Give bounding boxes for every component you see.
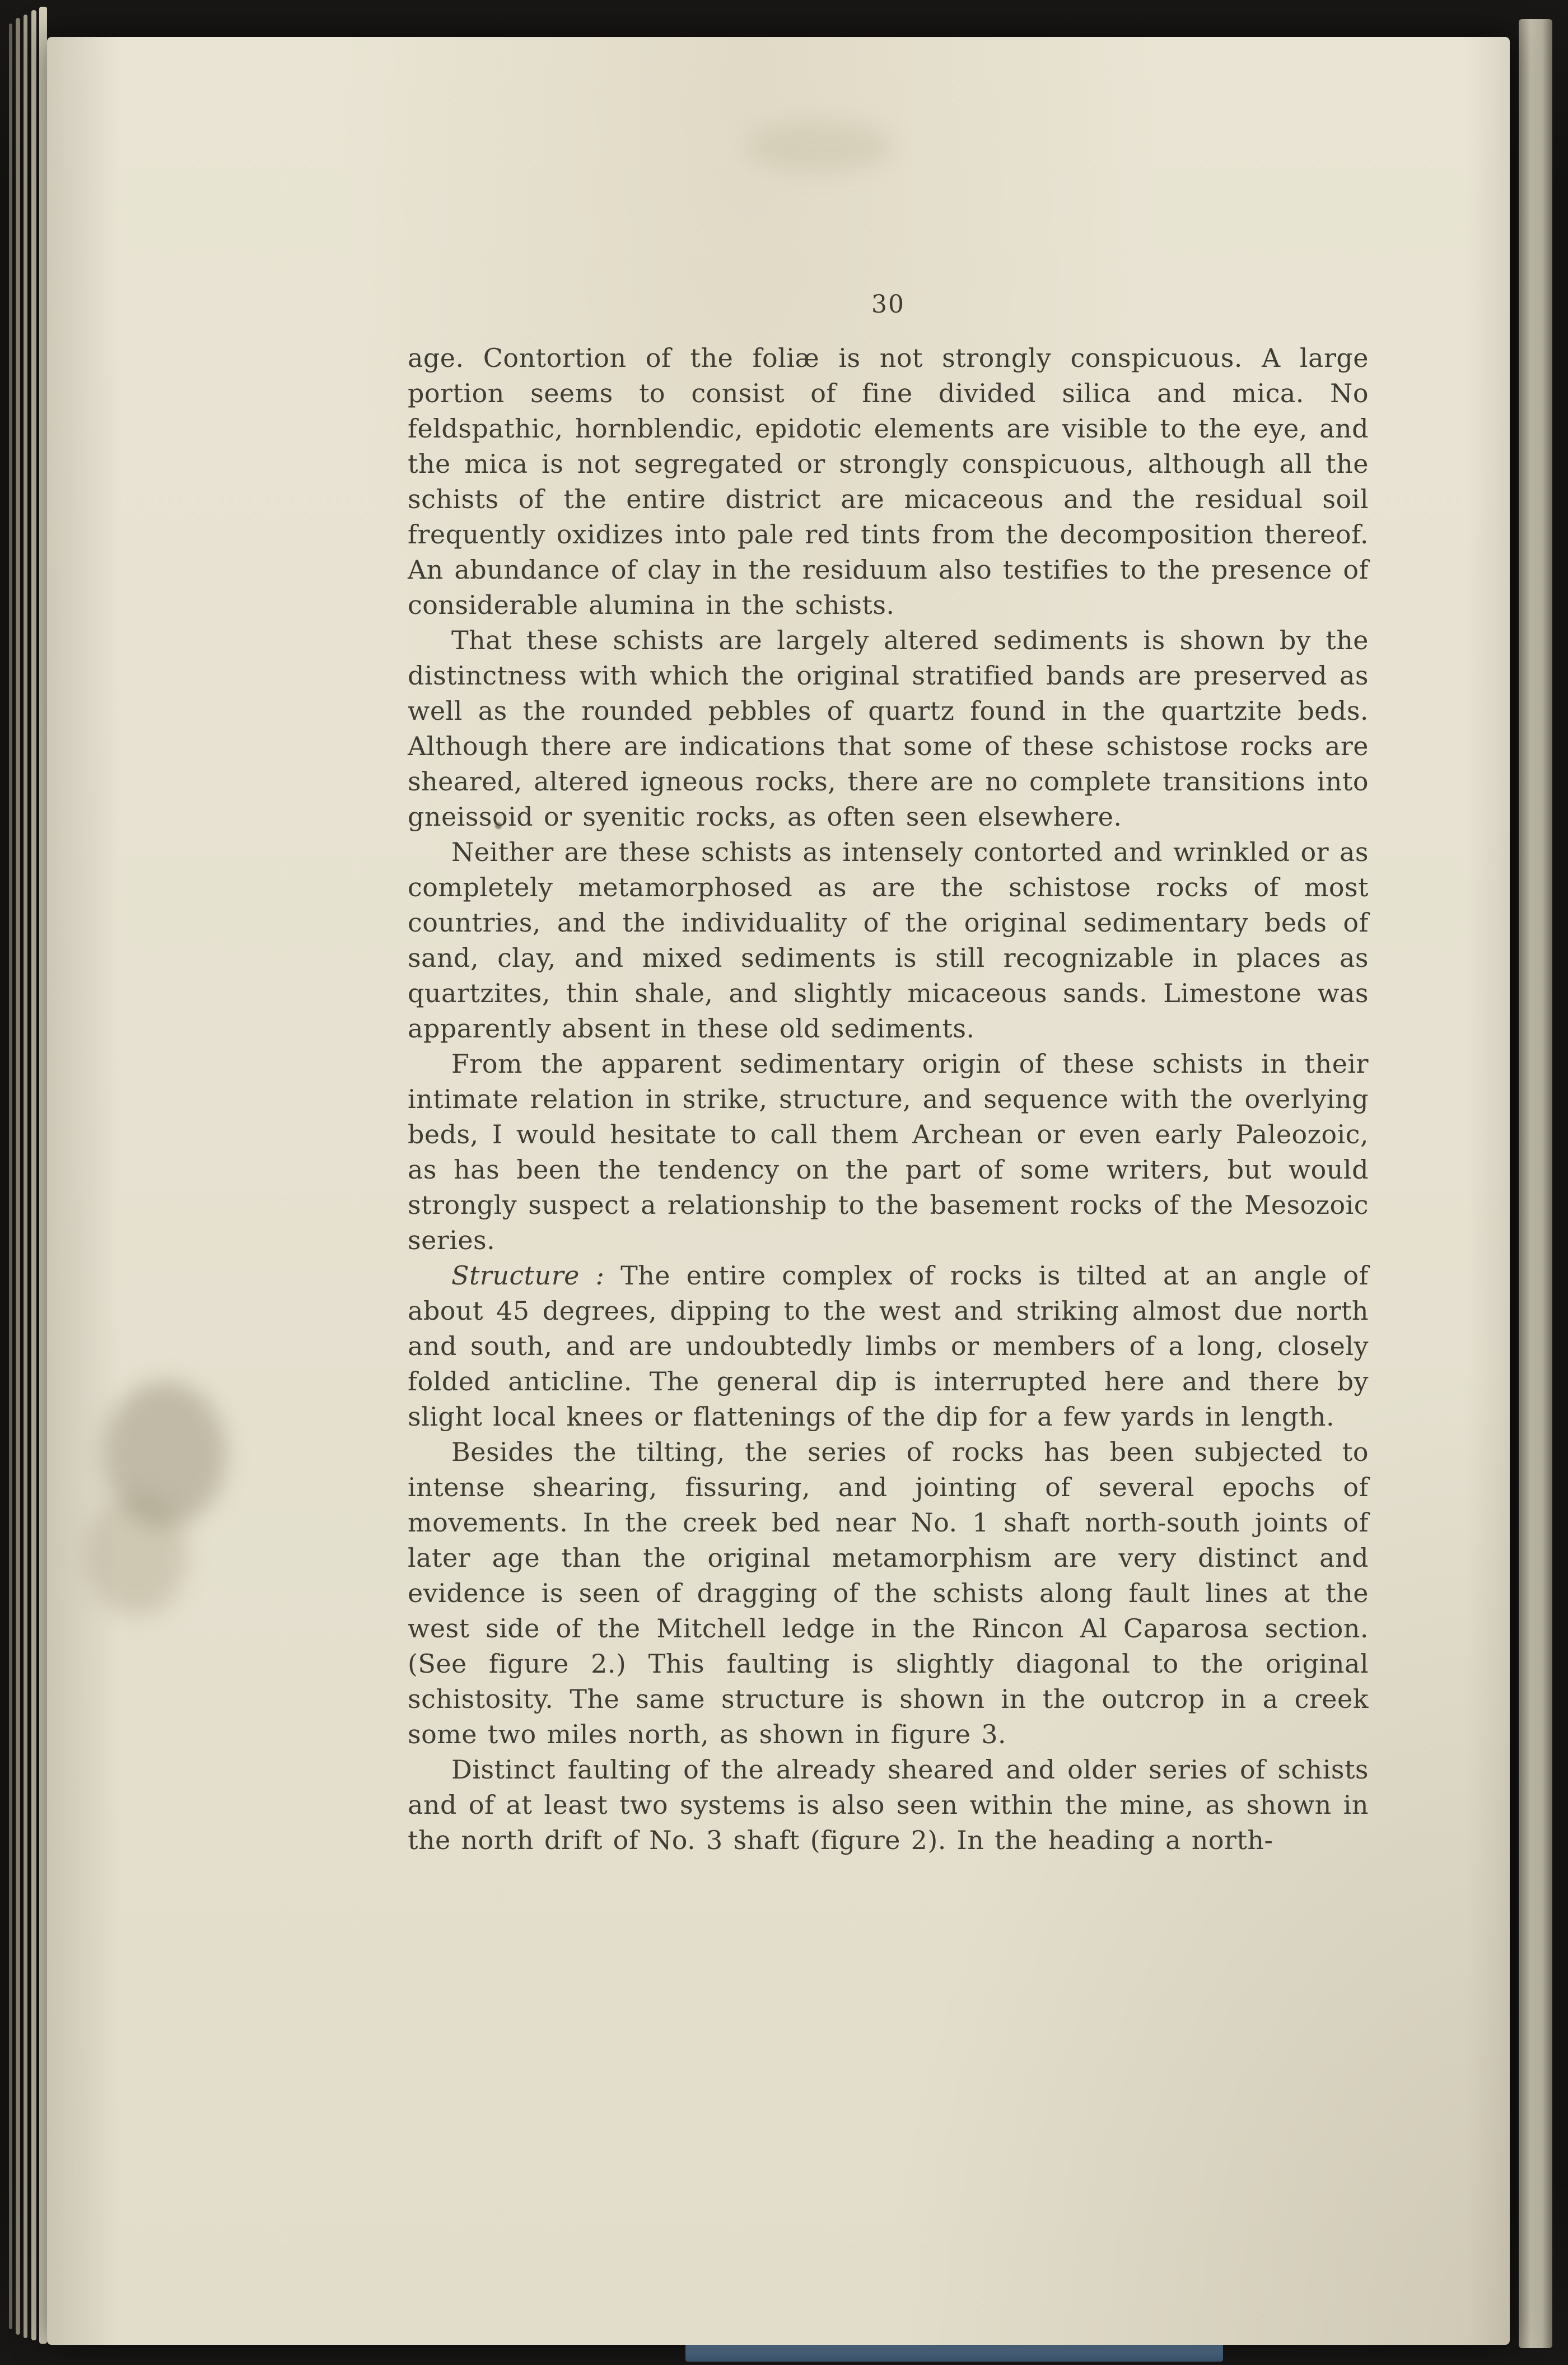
page-stain — [86, 1493, 187, 1617]
page-stack-edge — [31, 10, 36, 2340]
paragraph: From the apparent sedimentary origin of these schists in their intimate relation in strike, structure, and sequence with the overlying beds, I would hesitate to call them Archean or even early Paleozoic, as has been the tendency on the part of some writers, but would strongly suspect a relationship to the basement rocks of the Mesozoic series. — [408, 1049, 1369, 1255]
paragraph-text: The entire complex of rocks is tilted at an angle of about 45 degrees, dipping to the west and striking almost due north and south, and are undoubtedly limbs or members of a long, closely folded anticline. The general dip is interrupted here and there by slight local knees or flattenings of the dip for a few yards in length. — [408, 1260, 1369, 1432]
page-stack-edge — [16, 18, 20, 2335]
paragraph-continuation: age. Contortion of the foliæ is not strongly conspicuous. A large portion seems to consist of fine divided silica and mica. No feldspathic, hornblendic, epidotic elements are visible to the eye, and the mica is not segregated or strongly conspicuous, although all the schists of the entire district are micaceous and the residual soil frequently oxidizes into pale red tints from the decomposition thereof. An abundance of clay in the residuum also testifies to the presence of considerable alumina in the schists. — [408, 343, 1369, 620]
page-stack-edge — [24, 15, 27, 2338]
page-number: 30 — [871, 290, 905, 319]
paragraph: That these schists are largely altered sediments is shown by the distinctness with which the original stratified bands are preserved as well as the rounded pebbles of quartz found in the quartzite beds. Although there are indications that some of these schistose rocks are sheared, altered igneous rocks, there are no complete transitions into gneissoid or syenitic rocks, as often seen elsewhere. — [408, 625, 1369, 832]
page-stain — [747, 121, 893, 171]
paragraph-structure — [408, 1258, 1369, 1435]
book-page — [47, 37, 1510, 2345]
page-stack-edge — [9, 24, 12, 2329]
page-stack-edge — [39, 7, 47, 2344]
adjacent-page-edge — [1519, 19, 1552, 2348]
paragraph: Neither are these schists as intensely contorted and wrinkled or as completely metamorphosed as are the schistose rocks of most countries, and the individuality of the original sedimentary beds of sand, clay, and mixed sediments is still recognizable in places as quartzites, thin shale, and slightly micaceous sands. Limestone was apparently absent in these old sediments. — [408, 837, 1369, 1044]
paragraph: Distinct faulting of the already sheared and older series of schists and of at least two systems is also seen within the mine, as shown in the north drift of No. 3 shaft (figure 2). In the heading a north- — [408, 1754, 1369, 1855]
paragraph-lead-italic: Structure : — [451, 1260, 605, 1291]
paragraph: Besides the tilting, the series of rocks has been subjected to intense shearing, fissuring, and jointing of several epochs of movements. In the creek bed near No. 1 shaft north-south joints of later age than the original metamorphism are very distinct and evidence is seen of dragging of the schists along fault lines at the west side of the Mitchell ledge in the Rincon Al Caparosa section. (See figure 2.) This faulting is slightly diagonal to the original schistosity. The same structure is shown in the outcrop in a creek some two miles north, as shown in figure 3. — [408, 1437, 1369, 1749]
text-block — [408, 290, 1369, 1858]
